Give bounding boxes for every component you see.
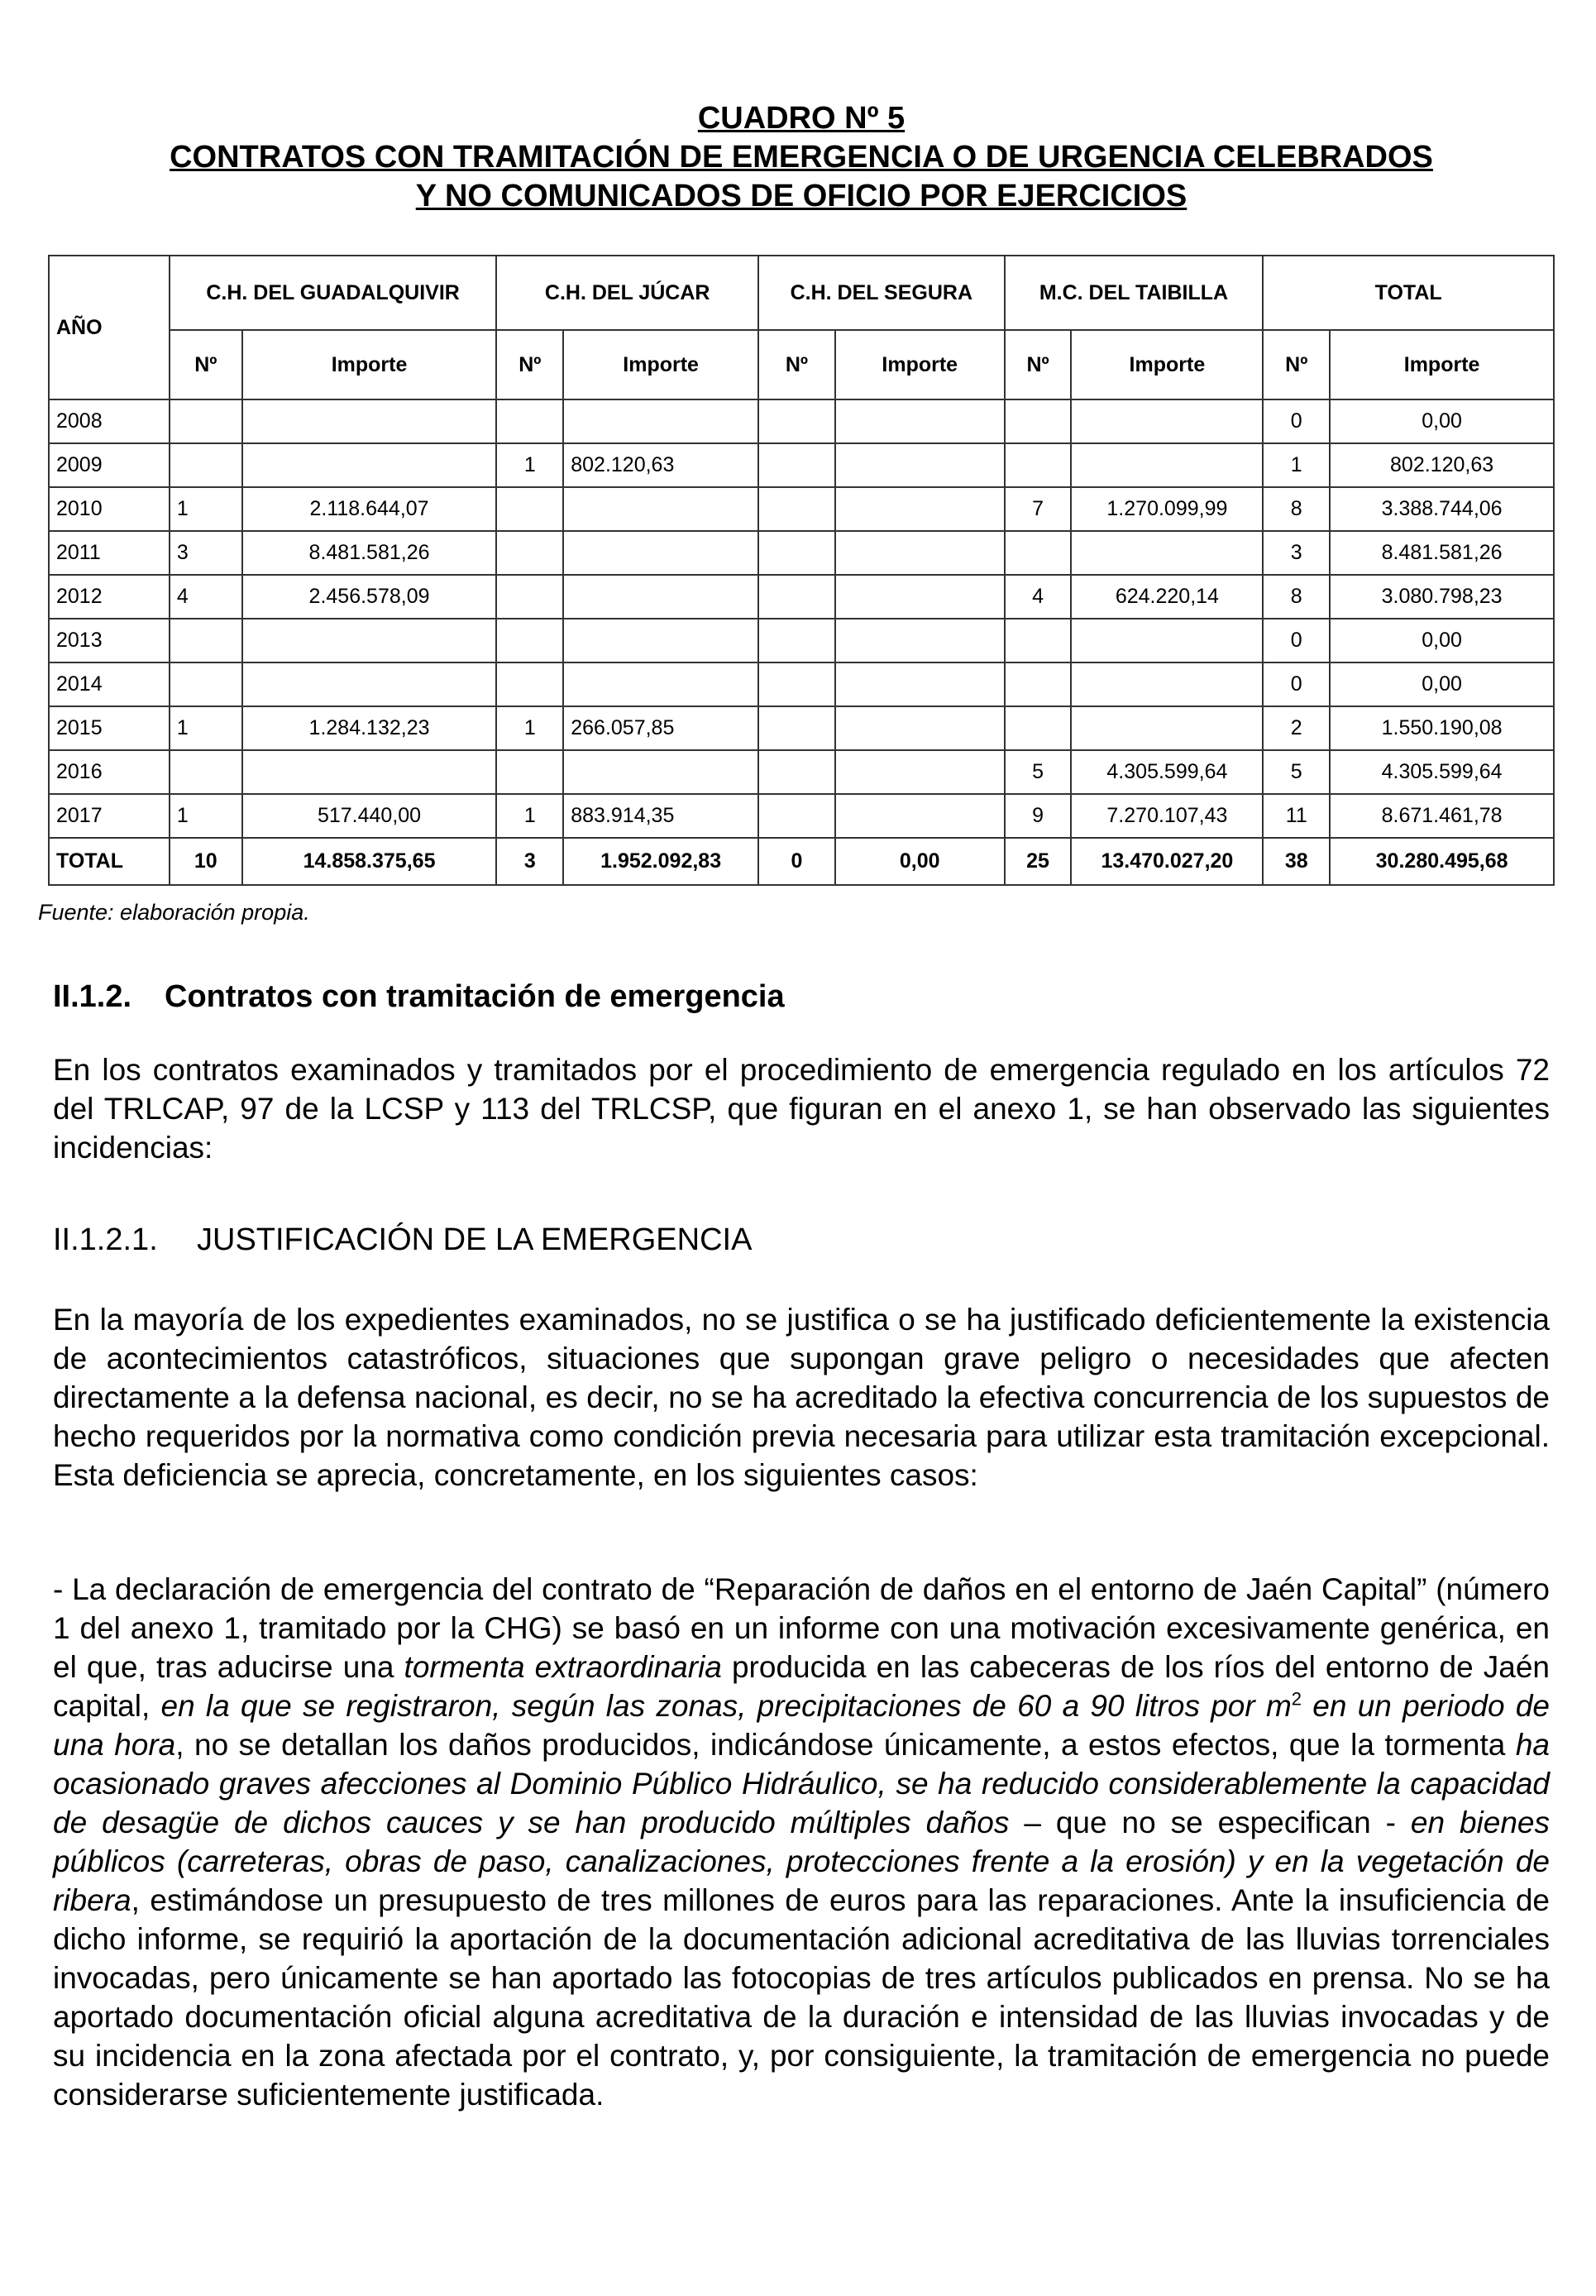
cell-g-n — [170, 619, 242, 662]
cell-s-n — [758, 794, 835, 838]
table-body — [49, 399, 1554, 885]
sub-n: Nº — [170, 330, 242, 399]
cell-s-i — [835, 531, 1005, 575]
title-line-3: Y NO COMUNICADOS DE OFICIO POR EJERCICIOS — [415, 179, 1187, 213]
cell-t-n — [1005, 662, 1072, 706]
cell-tot-n: 3 — [1263, 531, 1330, 575]
cell-tot-i: 0,00 — [1330, 619, 1554, 662]
cell-j-n: 3 — [496, 838, 563, 885]
table-row — [49, 794, 1554, 838]
title-line-2: CONTRATOS CON TRAMITACIÓN DE EMERGENCIA O DE URGENCIA CELEBRADOS — [170, 140, 1433, 175]
cell-t-n — [1005, 531, 1072, 575]
cell-s-i — [835, 662, 1005, 706]
cell-t-n: 25 — [1005, 838, 1072, 885]
cell-s-n — [758, 750, 835, 794]
header-total: TOTAL — [1263, 256, 1554, 330]
cell-t-i: 7.270.107,43 — [1071, 794, 1263, 838]
cell-j-i: 883.914,35 — [563, 794, 758, 838]
cell-tot-n: 1 — [1263, 443, 1330, 487]
cell-g-i — [242, 662, 497, 706]
cell-s-n — [758, 399, 835, 443]
table-row — [49, 619, 1554, 662]
cell-year: 2008 — [49, 399, 170, 443]
table-row — [49, 750, 1554, 794]
header-guadalquivir: C.H. DEL GUADALQUIVIR — [170, 256, 496, 330]
cell-g-i: 14.858.375,65 — [242, 838, 497, 885]
cell-tot-i: 0,00 — [1330, 399, 1554, 443]
sub-importe: Importe — [835, 330, 1005, 399]
cell-g-n: 10 — [170, 838, 242, 885]
header-segura: C.H. DEL SEGURA — [758, 256, 1005, 330]
contracts-table — [48, 255, 1555, 886]
cell-year: 2017 — [49, 794, 170, 838]
cell-year: 2012 — [49, 575, 170, 619]
text-run: producida en las cabeceras de los ríos del entorno de Jaén capital, — [53, 1650, 1550, 1723]
section-number: II.1.2. — [53, 979, 132, 1014]
cell-j-i — [563, 531, 758, 575]
cell-t-n — [1005, 443, 1072, 487]
cell-t-i: 624.220,14 — [1071, 575, 1263, 619]
cell-t-i: 1.270.099,99 — [1071, 487, 1263, 531]
table-source: Fuente: elaboración propia. — [38, 900, 310, 925]
cell-j-i: 802.120,63 — [563, 443, 758, 487]
cell-j-i: 1.952.092,83 — [563, 838, 758, 885]
cell-t-i — [1071, 443, 1263, 487]
cell-s-i — [835, 706, 1005, 750]
cell-tot-n: 0 — [1263, 619, 1330, 662]
cell-g-n: 1 — [170, 794, 242, 838]
cell-s-n — [758, 575, 835, 619]
cell-tot-n: 0 — [1263, 662, 1330, 706]
table-subheader-row — [49, 330, 1554, 399]
cell-t-i — [1071, 706, 1263, 750]
cell-tot-i: 4.305.599,64 — [1330, 750, 1554, 794]
cell-t-n: 9 — [1005, 794, 1072, 838]
cell-j-n — [496, 531, 563, 575]
cell-tot-n: 11 — [1263, 794, 1330, 838]
cell-year: TOTAL — [49, 838, 170, 885]
cell-g-n — [170, 662, 242, 706]
cell-s-i — [835, 794, 1005, 838]
header-jucar: C.H. DEL JÚCAR — [496, 256, 758, 330]
cell-g-n: 1 — [170, 706, 242, 750]
sub-n: Nº — [1005, 330, 1072, 399]
cell-g-n: 4 — [170, 575, 242, 619]
subsection-number: II.1.2.1. — [53, 1222, 158, 1257]
paragraph-case-jaen — [53, 1570, 1550, 2114]
cell-g-i — [242, 399, 497, 443]
section-heading — [53, 979, 785, 1015]
cell-g-i — [242, 443, 497, 487]
cell-tot-i: 1.550.190,08 — [1330, 706, 1554, 750]
table-header-row — [49, 256, 1554, 330]
superscript: 2 — [1291, 1688, 1302, 1710]
table-row — [49, 443, 1554, 487]
text-run: – que no se especifican - — [1009, 1806, 1411, 1839]
cell-tot-n: 8 — [1263, 575, 1330, 619]
table-row — [49, 399, 1554, 443]
cell-tot-i: 0,00 — [1330, 662, 1554, 706]
cell-s-i — [835, 399, 1005, 443]
cell-s-i — [835, 443, 1005, 487]
cell-g-i: 8.481.581,26 — [242, 531, 497, 575]
sub-importe: Importe — [1330, 330, 1554, 399]
text-run-italic: en un periodo de una hora — [53, 1689, 1550, 1762]
table-row — [49, 706, 1554, 750]
sub-n: Nº — [758, 330, 835, 399]
cell-j-n — [496, 662, 563, 706]
table-row — [49, 662, 1554, 706]
table-row — [49, 487, 1554, 531]
cell-j-i — [563, 662, 758, 706]
text-run-italic: ha ocasionado graves afecciones al Dominio Público Hidráulico, se ha reducido considerablemente la capacidad de desagüe de dichos cauces y se han producido múltiples daños — [53, 1728, 1550, 1839]
cell-tot-n: 8 — [1263, 487, 1330, 531]
cell-t-i — [1071, 399, 1263, 443]
cell-g-n — [170, 399, 242, 443]
subsection-heading — [53, 1222, 752, 1258]
cell-g-i: 1.284.132,23 — [242, 706, 497, 750]
cell-tot-i: 8.481.581,26 — [1330, 531, 1554, 575]
cell-year: 2013 — [49, 619, 170, 662]
text-run-italic: en bienes públicos (carreteras, obras de paso, canalizaciones, protecciones frente a la erosión) y en la vegetación de ribera — [53, 1806, 1550, 1917]
cell-j-i — [563, 399, 758, 443]
cell-tot-n: 38 — [1263, 838, 1330, 885]
cell-j-n — [496, 399, 563, 443]
cell-s-i: 0,00 — [835, 838, 1005, 885]
cell-g-i — [242, 619, 497, 662]
cell-g-i — [242, 750, 497, 794]
cell-j-n: 1 — [496, 443, 563, 487]
cell-j-n: 1 — [496, 794, 563, 838]
cell-t-n — [1005, 619, 1072, 662]
cell-j-i — [563, 619, 758, 662]
cell-j-n — [496, 619, 563, 662]
cell-tot-n: 5 — [1263, 750, 1330, 794]
cell-s-n — [758, 706, 835, 750]
cell-s-i — [835, 750, 1005, 794]
header-year: AÑO — [49, 256, 170, 399]
cell-g-i: 2.118.644,07 — [242, 487, 497, 531]
cell-g-n — [170, 750, 242, 794]
cell-s-n — [758, 662, 835, 706]
cell-tot-i: 802.120,63 — [1330, 443, 1554, 487]
cell-s-i — [835, 575, 1005, 619]
cell-s-n — [758, 531, 835, 575]
cell-tot-i: 3.388.744,06 — [1330, 487, 1554, 531]
cell-g-i: 2.456.578,09 — [242, 575, 497, 619]
text-run-italic: en la que se registraron, según las zonas, precipitaciones de 60 a 90 litros por m — [160, 1689, 1292, 1723]
text-run: , estimándose un presupuesto de tres millones de euros para las reparaciones. Ante la insuficiencia de dicho informe, se requirió la aportación de la documentación adicional acreditativa de las lluvias torrenciales invocadas, pero únicamente se han aportado las fotocopias de tres artículos publicados en prensa. No se ha aportado documentación oficial alguna acreditativa de la duración e intensidad de las lluvias invocadas y de su incidencia en la zona afectada por el contrato, y, por consiguiente, la tramitación de emergencia no puede considerarse suficientemente justificada. — [53, 1883, 1550, 2112]
cell-j-i — [563, 750, 758, 794]
text-run: , no se detallan los daños producidos, indicándose únicamente, a estos efectos, que la tormenta — [175, 1728, 1516, 1762]
cell-t-i: 13.470.027,20 — [1071, 838, 1263, 885]
cell-j-n — [496, 575, 563, 619]
table-title — [53, 99, 1550, 216]
cell-t-n — [1005, 706, 1072, 750]
cell-tot-n: 2 — [1263, 706, 1330, 750]
sub-n: Nº — [1263, 330, 1330, 399]
cell-s-n — [758, 619, 835, 662]
cell-t-i — [1071, 619, 1263, 662]
cell-tot-n: 0 — [1263, 399, 1330, 443]
cell-year: 2014 — [49, 662, 170, 706]
table-row — [49, 531, 1554, 575]
cell-t-n: 5 — [1005, 750, 1072, 794]
paragraph-justification: En la mayoría de los expedientes examinados, no se justifica o se ha justificado deficientemente la existencia de acontecimientos catastróficos, situaciones que supongan grave peligro o necesidades que afecten directamente a la defensa nacional, es decir, no se ha acreditado la efectiva concurrencia de los supuestos de hecho requeridos por la normativa como condición previa necesaria para utilizar esta tramitación excepcional. Esta deficiencia se aprecia, concretamente, en los siguientes casos: — [53, 1303, 1550, 1492]
cell-j-n: 1 — [496, 706, 563, 750]
cell-s-i — [835, 487, 1005, 531]
cell-s-n — [758, 487, 835, 531]
cell-tot-i: 8.671.461,78 — [1330, 794, 1554, 838]
cell-year: 2010 — [49, 487, 170, 531]
cell-j-n — [496, 487, 563, 531]
table-row — [49, 575, 1554, 619]
paragraph-intro: En los contratos examinados y tramitados por el procedimiento de emergencia regulado en los artículos 72 del TRLCAP, 97 de la LCSP y 113 del TRLCSP, que figuran en el anexo 1, se han observado las siguientes incidencias: — [53, 1053, 1550, 1165]
cell-j-i — [563, 575, 758, 619]
cell-year: 2009 — [49, 443, 170, 487]
cell-t-n: 7 — [1005, 487, 1072, 531]
cell-t-n — [1005, 399, 1072, 443]
sub-importe: Importe — [563, 330, 758, 399]
text-run: - La declaración de emergencia del contrato de “Reparación de daños en el entorno de Jaén Capital” (número 1 del anexo 1, tramitado por la CHG) se basó en un informe con una motivación excesivamente genérica, en el que, tras aducirse una — [53, 1572, 1550, 1684]
cell-s-n — [758, 443, 835, 487]
sub-importe: Importe — [242, 330, 497, 399]
section-title: Contratos con tramitación de emergencia — [165, 979, 785, 1014]
cell-g-n: 1 — [170, 487, 242, 531]
cell-s-n: 0 — [758, 838, 835, 885]
cell-j-i: 266.057,85 — [563, 706, 758, 750]
text-run-italic: tormenta extraordinaria — [404, 1650, 722, 1684]
cell-year: 2016 — [49, 750, 170, 794]
cell-j-n — [496, 750, 563, 794]
cell-t-n: 4 — [1005, 575, 1072, 619]
cell-year: 2011 — [49, 531, 170, 575]
cell-t-i — [1071, 662, 1263, 706]
cell-j-i — [563, 487, 758, 531]
cell-g-n — [170, 443, 242, 487]
table-total-row — [49, 838, 1554, 885]
cell-tot-i: 30.280.495,68 — [1330, 838, 1554, 885]
title-line-1: CUADRO Nº 5 — [697, 101, 906, 136]
cell-s-i — [835, 619, 1005, 662]
sub-n: Nº — [496, 330, 563, 399]
cell-t-i — [1071, 531, 1263, 575]
cell-g-i: 517.440,00 — [242, 794, 497, 838]
sub-importe: Importe — [1071, 330, 1263, 399]
cell-year: 2015 — [49, 706, 170, 750]
header-taibilla: M.C. DEL TAIBILLA — [1005, 256, 1264, 330]
cell-g-n: 3 — [170, 531, 242, 575]
subsection-title: JUSTIFICACIÓN DE LA EMERGENCIA — [197, 1222, 753, 1257]
cell-t-i: 4.305.599,64 — [1071, 750, 1263, 794]
cell-tot-i: 3.080.798,23 — [1330, 575, 1554, 619]
